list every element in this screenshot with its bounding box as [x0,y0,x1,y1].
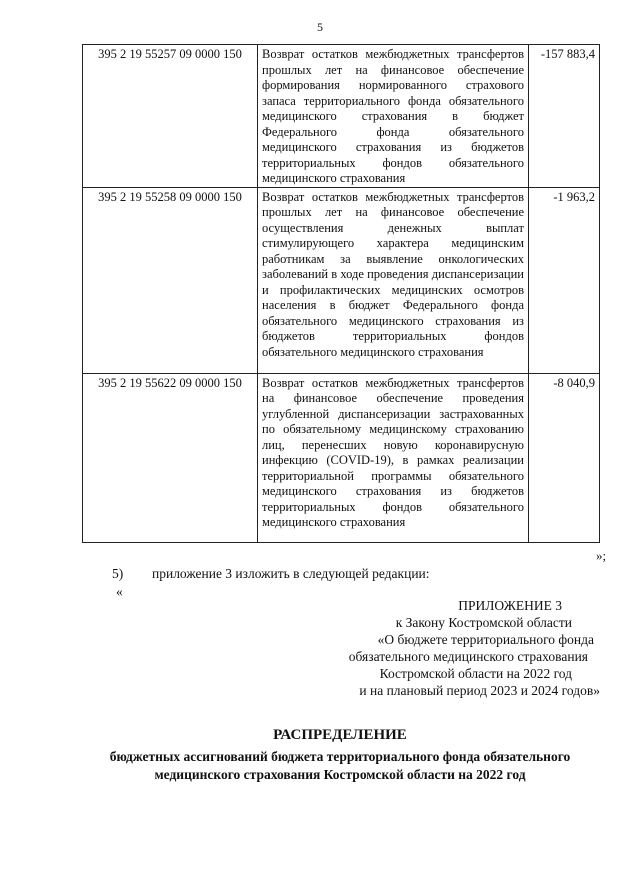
table-row [83,187,600,373]
distribution-subtitle-line: бюджетных ассигнований бюджета территориального фонда обязательного [109,749,571,764]
amount-cell: -1 963,2 [529,187,600,373]
appendix-heading: ПРИЛОЖЕНИЕ 3 [458,598,562,613]
amount-cell: -157 883,4 [529,45,600,188]
appendix-line: «О бюджете территориального фонда [377,632,594,647]
appendix-line: обязательного медицинского страхования [348,649,588,664]
budget-code-cell: 395 2 19 55622 09 0000 150 [83,373,258,542]
distribution-title: РАСПРЕДЕЛЕНИЕ [273,727,407,743]
distribution-heading [60,726,620,784]
appendix-line: Костромской области на 2022 год [379,666,572,681]
page-number: 5 [317,20,323,34]
table-row [83,373,600,542]
distribution-subtitle-line: медицинского страхования Костромской области на 2022 год [154,767,526,782]
appendix-line: к Закону Костромской области [395,615,572,630]
budget-table [82,44,600,543]
table-row [83,45,600,188]
appendix-header [300,597,600,699]
closing-quote: »; [596,548,607,563]
revenue-name-cell: Возврат остатков межбюджетных трансфертов на финансовое обеспечение проведения углубленной диспансеризации застрахованных по обязательному медицинскому страхованию лиц, перенесших новую коронавирусную инфекцию (COVID-19), в рамках реализации территориальной программы обязательного медицинского страхования из бюджетов территориальных фондов обязательного медицинского страхования [258,373,529,542]
budget-code-cell: 395 2 19 55258 09 0000 150 [83,187,258,373]
item-text: приложение 3 изложить в следующей редакции: [152,566,430,581]
budget-code-cell: 395 2 19 55257 09 0000 150 [83,45,258,188]
appendix-line: и на плановый период 2023 и 2024 годов» [359,683,600,698]
item-number: 5) [112,566,124,581]
opening-quote: « [116,584,123,599]
revenue-name-cell: Возврат остатков межбюджетных трансфертов прошлых лет на финансовое обеспечение формирования нормированного страхового запаса территориального фонда обязательного медицинского страхования в бюджет Федерального фонда обязательного медицинского страхования из бюджетов территориальных фондов обязательного медицинского страхования [258,45,529,188]
amount-cell: -8 040,9 [529,373,600,542]
revenue-name-cell: Возврат остатков межбюджетных трансфертов прошлых лет на финансовое обеспечение осуществления денежных выплат стимулирующего характера медицинским работникам за выявление онкологических заболеваний в ходе проведения диспансеризации и профилактических медицинских осмотров населения в бюджет Федерального фонда обязательного медицинского страхования из бюджетов территориальных фондов обязательного медицинского страхования [258,187,529,373]
